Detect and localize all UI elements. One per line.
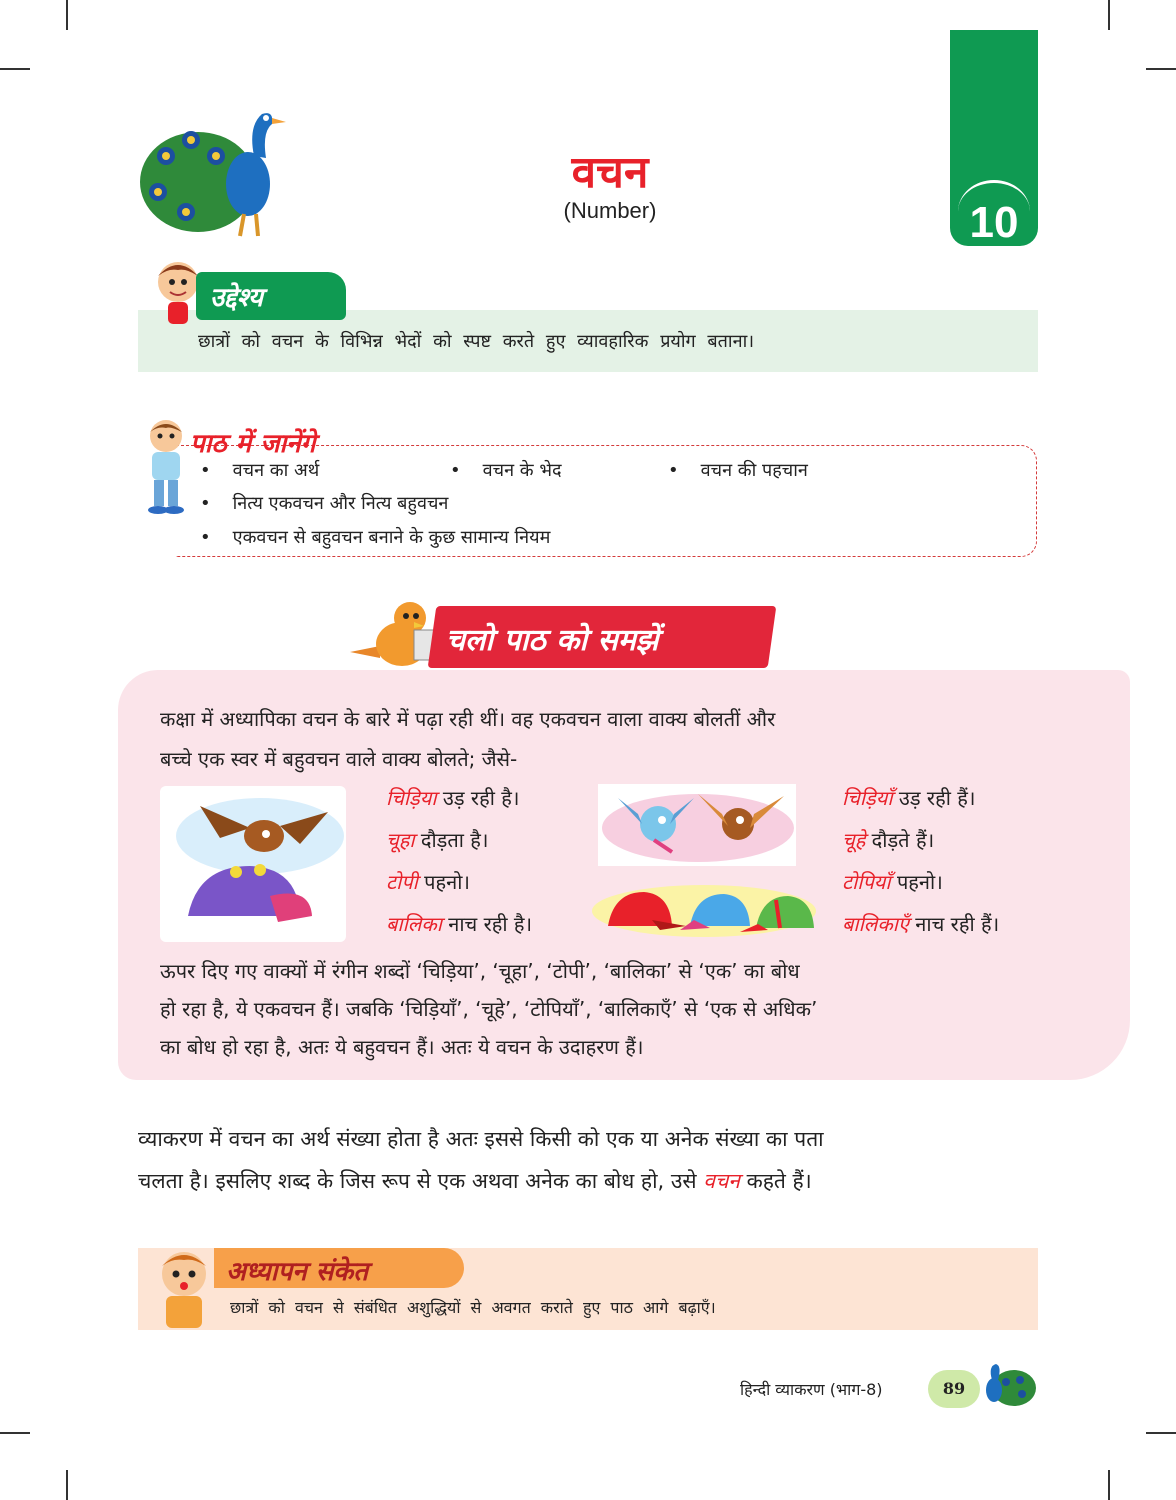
bullet-icon: • (200, 493, 211, 514)
footer-book-title: हिन्दी व्याकरण (भाग-8) (740, 1380, 883, 1399)
learn-heading: पाठ में जानेंगे (190, 429, 316, 459)
peacock-footer-icon (976, 1360, 1038, 1412)
bullet-icon: • (450, 460, 461, 481)
definition-line: चलता है। इसलिए शब्द के जिस रूप से एक अथवा अनेक का बोध हो, उसे वचन कहते हैं। (138, 1169, 812, 1193)
crop-mark (1108, 1470, 1110, 1500)
crop-mark (1146, 1432, 1176, 1434)
bullet-icon: • (668, 460, 679, 481)
crop-mark (1146, 68, 1176, 70)
chapter-title: वचन (571, 147, 649, 198)
chapter-number: 10 (969, 198, 1019, 247)
plural-sentence: टोपियाँ पहनो। (842, 870, 943, 894)
teaching-note-text: छात्रों को वचन से संबंधित अशुद्धियों से अवगत कराते हुए पाठ आगे बढ़ाएँ। (230, 1298, 716, 1317)
explanation-line: ऊपर दिए गए वाक्यों में रंगीन शब्दों ‘चिड़िया’, ‘चूहा’, ‘टोपी’, ‘बालिका’ से ‘एक’ का बोध (160, 959, 800, 983)
objective-label: उद्देश्य (210, 283, 263, 313)
explanation-line: हो रहा है, ये एकवचन हैं। जबकि ‘चिड़ियाँ’, ‘चूहे’, ‘टोपियाँ’, ‘बालिकाएँ’ से ‘एक से अधिक’ (160, 997, 818, 1021)
bullet-icon: • (200, 527, 211, 548)
crop-mark (0, 1432, 30, 1434)
objective-text: छात्रों को वचन के विभिन्न भेदों को स्पष्ट करते हुए व्यावहारिक प्रयोग बताना। (198, 331, 755, 352)
crop-mark (0, 68, 30, 70)
singular-sentence: चिड़िया उड़ रही है। (386, 786, 520, 810)
singular-sentence: चूहा दौड़ता है। (386, 828, 489, 852)
learn-item: • नित्य एकवचन और नित्य बहुवचन (200, 493, 449, 514)
learn-item: • वचन का अर्थ (200, 460, 320, 481)
peacock-illustration (136, 96, 296, 246)
section-banner-text: चलो पाठ को समझें (446, 623, 659, 658)
chapter-subtitle: (Number) (563, 198, 657, 223)
birds-illustration (598, 784, 796, 866)
plural-sentence: बालिकाएँ नाच रही हैं। (842, 912, 1000, 936)
plural-sentence: चिड़ियाँ उड़ रही हैं। (842, 786, 976, 810)
crop-mark (66, 0, 68, 30)
singular-sentence: बालिका नाच रही है। (386, 912, 533, 936)
learn-item: • एकवचन से बहुवचन बनाने के कुछ सामान्य नियम (200, 527, 551, 548)
page-number: 89 (942, 1379, 966, 1398)
intro-line: कक्षा में अध्यापिका वचन के बारे में पढ़ा रही थीं। वह एकवचन वाला वाक्य बोलतीं और (160, 707, 776, 731)
kid-mascot-icon (140, 416, 192, 516)
crop-mark (66, 1470, 68, 1500)
learn-item: • वचन के भेद (450, 460, 562, 481)
learn-item: • वचन की पहचान (668, 460, 808, 481)
teaching-note-label: अध्यापन संकेत (226, 1257, 369, 1287)
explanation-line: का बोध हो रहा है, अतः ये बहुवचन हैं। अतः ये वचन के उदाहरण हैं। (160, 1035, 644, 1059)
definition-term: वचन (703, 1169, 740, 1193)
chapter-badge (950, 30, 1038, 246)
bullet-icon: • (200, 460, 211, 481)
intro-line: बच्चे एक स्वर में बहुवचन वाले वाक्य बोलते; जैसे- (160, 747, 518, 771)
plural-sentence: चूहे दौड़ते हैं। (842, 828, 935, 852)
definition-line: व्याकरण में वचन का अर्थ संख्या होता है अतः इससे किसी को एक या अनेक संख्या का पता (138, 1127, 824, 1151)
reading-bird-icon (350, 596, 440, 672)
singular-sentence: टोपी पहनो। (386, 870, 471, 894)
caps-illustration (590, 880, 818, 942)
boy-mascot-icon (154, 1244, 216, 1330)
crop-mark (1108, 0, 1110, 30)
bird-and-cap-illustration (160, 786, 346, 942)
